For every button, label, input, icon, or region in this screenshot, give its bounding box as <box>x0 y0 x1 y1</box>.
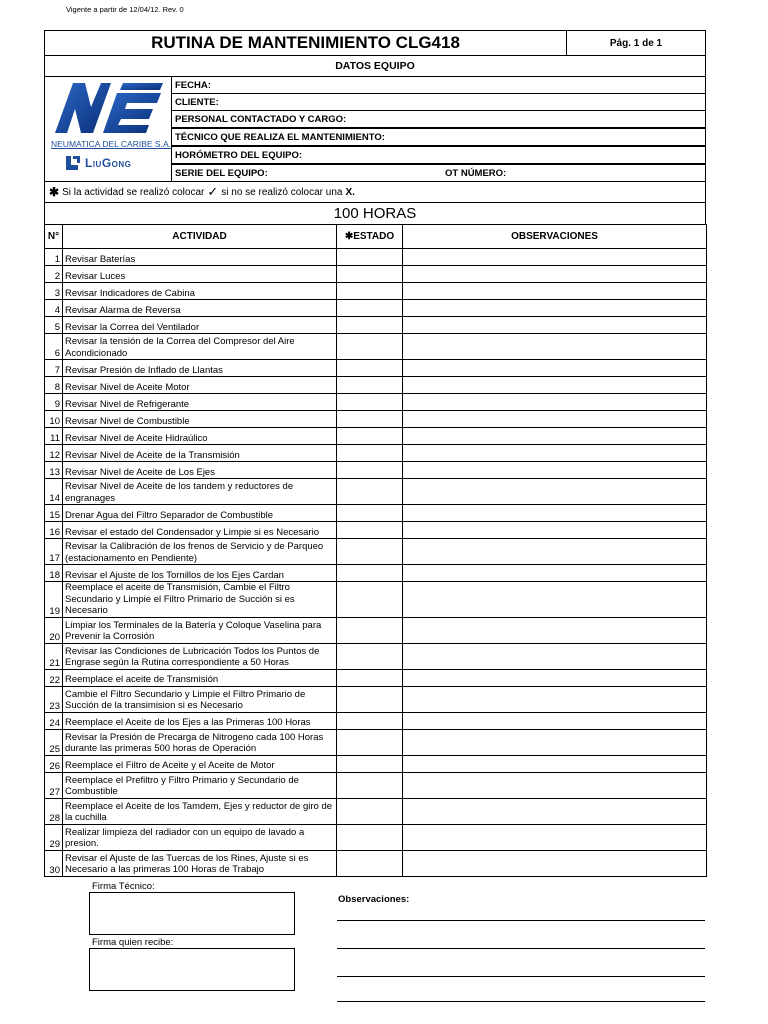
row-number: 30 <box>45 850 63 876</box>
table-row <box>45 712 707 729</box>
estado-cell[interactable] <box>337 686 403 712</box>
activity-cell: Revisar Nivel de Refrigerante <box>63 394 337 411</box>
col-estado: ✱ESTADO <box>337 225 403 249</box>
activity-cell: Revisar el Ajuste de los Tornillos de los Ejes Cardan <box>63 565 337 582</box>
row-number: 2 <box>45 266 63 283</box>
activity-cell: Reemplace el Aceite de los Ejes a las Primeras 100 Horas <box>63 712 337 729</box>
activity-cell: Reemplace el Filtro de Aceite y el Aceite de Motor <box>63 755 337 772</box>
table-row <box>45 360 707 377</box>
observaciones-cell[interactable] <box>403 377 707 394</box>
row-number: 18 <box>45 565 63 582</box>
activity-cell: Revisar Luces <box>63 266 337 283</box>
observaciones-cell[interactable] <box>403 798 707 824</box>
observaciones-cell[interactable] <box>403 686 707 712</box>
observaciones-cell[interactable] <box>403 712 707 729</box>
field-ot: OT NÚMERO: <box>445 167 507 179</box>
table-row <box>45 755 707 772</box>
firma-recibe-box[interactable] <box>89 948 295 991</box>
row-number: 25 <box>45 729 63 755</box>
activities-table <box>44 224 707 877</box>
table-row <box>45 479 707 505</box>
check-icon: ✓ <box>207 184 219 199</box>
row-number: 15 <box>45 505 63 522</box>
table-row <box>45 643 707 669</box>
activity-cell: Revisar el Ajuste de las Tuercas de los Rines, Ajuste si es Necesario a las primeras 100 Horas de Trabajo <box>63 850 337 876</box>
activity-cell: Revisar Nivel de Combustible <box>63 411 337 428</box>
company-name: NEUMATICA DEL CARIBE S.A. <box>51 139 171 149</box>
activity-cell: Revisar la Presión de Precarga de Nitrogeno cada 100 Horas durante las primeras 500 horas de Operación <box>63 729 337 755</box>
row-number: 7 <box>45 360 63 377</box>
table-row <box>45 539 707 565</box>
row-number: 8 <box>45 377 63 394</box>
observaciones-cell[interactable] <box>403 360 707 377</box>
activity-cell: Drenar Agua del Filtro Separador de Combustible <box>63 505 337 522</box>
table-row <box>45 798 707 824</box>
estado-cell[interactable] <box>337 755 403 772</box>
row-number: 10 <box>45 411 63 428</box>
table-row <box>45 729 707 755</box>
estado-cell[interactable] <box>337 377 403 394</box>
table-row <box>45 411 707 428</box>
vigente-note: Vigente a partir de 12/04/12. Rev. 0 <box>66 5 184 14</box>
estado-cell[interactable] <box>337 617 403 643</box>
observaciones-line[interactable] <box>337 976 705 977</box>
table-row <box>45 394 707 411</box>
table-row <box>45 824 707 850</box>
activity-cell: Revisar la tensión de la Correa del Compresor del Aire Acondicionado <box>63 334 337 360</box>
observaciones-cell[interactable] <box>403 266 707 283</box>
row-number: 23 <box>45 686 63 712</box>
field-cliente[interactable]: CLIENTE: <box>171 93 706 111</box>
row-number: 26 <box>45 755 63 772</box>
observaciones-cell[interactable] <box>403 249 707 266</box>
firma-recibe-label: Firma quien recibe: <box>92 937 174 948</box>
row-number: 14 <box>45 479 63 505</box>
observaciones-cell[interactable] <box>403 539 707 565</box>
observaciones-line[interactable] <box>337 948 705 949</box>
observaciones-cell[interactable] <box>403 850 707 876</box>
table-row <box>45 462 707 479</box>
activity-cell: Revisar Nivel de Aceite de los tandem y reductores de engranages <box>63 479 337 505</box>
estado-cell[interactable] <box>337 712 403 729</box>
estado-cell[interactable] <box>337 798 403 824</box>
row-number: 11 <box>45 428 63 445</box>
estado-cell[interactable] <box>337 669 403 686</box>
observaciones-cell[interactable] <box>403 300 707 317</box>
activity-cell: Realizar limpieza del radiador con un equipo de lavado a presion. <box>63 824 337 850</box>
section-title: DATOS EQUIPO <box>44 55 706 77</box>
activity-cell: Revisar Indicadores de Cabina <box>63 283 337 300</box>
observaciones-cell[interactable] <box>403 669 707 686</box>
observaciones-cell[interactable] <box>403 394 707 411</box>
estado-cell[interactable] <box>337 565 403 582</box>
page-title: RUTINA DE MANTENIMIENTO CLG418 <box>44 30 567 56</box>
estado-cell[interactable] <box>337 445 403 462</box>
estado-cell[interactable] <box>337 360 403 377</box>
estado-cell[interactable] <box>337 479 403 505</box>
firma-tecnico-label: Firma Técnico: <box>92 881 155 892</box>
field-personal[interactable]: PERSONAL CONTACTADO Y CARGO: <box>171 110 706 128</box>
row-number: 9 <box>45 394 63 411</box>
table-row <box>45 428 707 445</box>
table-row <box>45 249 707 266</box>
row-number: 27 <box>45 772 63 798</box>
estado-cell[interactable] <box>337 729 403 755</box>
activity-cell: Cambie el Filtro Secundario y Limpie el Filtro Primario de Succión de la transimision si es Necesario <box>63 686 337 712</box>
page-number: Pág. 1 de 1 <box>566 30 706 56</box>
col-actividad: ACTIVIDAD <box>63 225 337 249</box>
estado-cell[interactable] <box>337 772 403 798</box>
table-row <box>45 582 707 618</box>
col-num: N° <box>45 225 63 249</box>
observaciones-cell[interactable] <box>403 411 707 428</box>
table-row <box>45 377 707 394</box>
table-row <box>45 617 707 643</box>
observaciones-cell[interactable] <box>403 428 707 445</box>
col-observaciones: OBSERVACIONES <box>403 225 707 249</box>
activity-cell: Revisar Nivel de Aceite de la Transmisión <box>63 445 337 462</box>
estado-cell[interactable] <box>337 317 403 334</box>
activity-cell: Revisar la Calibración de los frenos de Servicio y de Parqueo (estacionamento en Pendiente) <box>63 539 337 565</box>
estado-cell[interactable] <box>337 824 403 850</box>
field-serie[interactable]: SERIE DEL EQUIPO: OT NÚMERO: <box>171 164 706 182</box>
estado-cell[interactable] <box>337 462 403 479</box>
observaciones-cell[interactable] <box>403 729 707 755</box>
activity-cell: Revisar Nivel de Aceite Hidraúlico <box>63 428 337 445</box>
observaciones-cell[interactable] <box>403 334 707 360</box>
field-fecha[interactable]: FECHA: <box>171 76 706 94</box>
row-number: 3 <box>45 283 63 300</box>
table-row <box>45 445 707 462</box>
observaciones-cell[interactable] <box>403 565 707 582</box>
row-number: 5 <box>45 317 63 334</box>
row-number: 12 <box>45 445 63 462</box>
observaciones-cell[interactable] <box>403 522 707 539</box>
table-row <box>45 334 707 360</box>
asterisk-icon: ✱ <box>49 185 60 199</box>
table-row <box>45 565 707 582</box>
instructions-x: X. <box>345 186 355 198</box>
observaciones-cell[interactable] <box>403 505 707 522</box>
row-number: 17 <box>45 539 63 565</box>
activity-cell: Revisar el estado del Condensador y Limpie si es Necesario <box>63 522 337 539</box>
table-row <box>45 317 707 334</box>
activity-cell: Revisar Alarma de Reversa <box>63 300 337 317</box>
estado-cell[interactable] <box>337 266 403 283</box>
estado-cell[interactable] <box>337 334 403 360</box>
row-number: 4 <box>45 300 63 317</box>
observaciones-cell[interactable] <box>403 479 707 505</box>
observaciones-cell[interactable] <box>403 643 707 669</box>
estado-cell[interactable] <box>337 505 403 522</box>
estado-cell[interactable] <box>337 539 403 565</box>
activity-cell: Revisar Baterías <box>63 249 337 266</box>
row-number: 6 <box>45 334 63 360</box>
observaciones-cell[interactable] <box>403 445 707 462</box>
table-row <box>45 669 707 686</box>
table-row <box>45 283 707 300</box>
interval-title: 100 HORAS <box>44 202 706 225</box>
observaciones-cell[interactable] <box>403 317 707 334</box>
liugong-logo <box>65 155 131 171</box>
activity-cell: Reemplace el aceite de Transmisión, Cambie el Filtro Secundario y Limpie el Filtro Primario de Succión si es Necesario <box>63 582 337 618</box>
table-row <box>45 505 707 522</box>
activity-cell: Revisar la Correa del Ventilador <box>63 317 337 334</box>
row-number: 28 <box>45 798 63 824</box>
row-number: 21 <box>45 643 63 669</box>
row-number: 22 <box>45 669 63 686</box>
estado-cell[interactable] <box>337 582 403 618</box>
activity-cell: Revisar Nivel de Aceite de Los Ejes <box>63 462 337 479</box>
instructions-part2: si no se realizó colocar una <box>221 186 343 198</box>
estado-cell[interactable] <box>337 283 403 300</box>
row-number: 20 <box>45 617 63 643</box>
estado-cell[interactable] <box>337 850 403 876</box>
estado-cell[interactable] <box>337 411 403 428</box>
activity-cell: Reemplace el Prefiltro y Filtro Primario y Secundario de Combustible <box>63 772 337 798</box>
row-number: 13 <box>45 462 63 479</box>
estado-cell[interactable] <box>337 522 403 539</box>
table-row <box>45 686 707 712</box>
activity-cell: Revisar las Condiciones de Lubricación Todos los Puntos de Engrase según la Rutina correspondiente a 50 Horas <box>63 643 337 669</box>
instructions-row <box>44 181 706 203</box>
field-horometro[interactable]: HORÓMETRO DEL EQUIPO: <box>171 146 706 164</box>
activity-cell: Revisar Presión de Inflado de Llantas <box>63 360 337 377</box>
table-row <box>45 266 707 283</box>
observaciones-line[interactable] <box>337 920 705 921</box>
observaciones-line[interactable] <box>337 1001 705 1002</box>
row-number: 19 <box>45 582 63 618</box>
observaciones-cell[interactable] <box>403 283 707 300</box>
row-number: 1 <box>45 249 63 266</box>
observaciones-cell[interactable] <box>403 824 707 850</box>
table-row <box>45 300 707 317</box>
activity-cell: Revisar Nivel de Aceite Motor <box>63 377 337 394</box>
asterisk-icon: ✱ <box>344 231 354 242</box>
activity-cell: Reemplace el aceite de Transmisión <box>63 669 337 686</box>
estado-cell[interactable] <box>337 394 403 411</box>
table-row <box>45 772 707 798</box>
activity-cell: Reemplace el Aceite de los Tamdem, Ejes y reductor de giro de la cuchilla <box>63 798 337 824</box>
estado-cell[interactable] <box>337 249 403 266</box>
company-logo <box>44 76 172 182</box>
row-number: 29 <box>45 824 63 850</box>
row-number: 24 <box>45 712 63 729</box>
instructions-part1: Si la actividad se realizó colocar <box>62 186 205 198</box>
firma-tecnico-box[interactable] <box>89 892 295 935</box>
observaciones-cell[interactable] <box>403 772 707 798</box>
liugong-icon <box>65 155 81 171</box>
field-tecnico[interactable]: TÉCNICO QUE REALIZA EL MANTENIMIENTO: <box>171 128 706 146</box>
estado-cell[interactable] <box>337 300 403 317</box>
observaciones-cell[interactable] <box>403 582 707 618</box>
estado-cell[interactable] <box>337 643 403 669</box>
observaciones-cell[interactable] <box>403 755 707 772</box>
row-number: 16 <box>45 522 63 539</box>
liugong-brand: LiuGong <box>85 156 132 170</box>
table-row <box>45 522 707 539</box>
table-row <box>45 850 707 876</box>
observaciones-label: Observaciones: <box>338 894 410 905</box>
activity-cell: Limpiar los Terminales de la Batería y Coloque Vaselina para Prevenir la Corrosión <box>63 617 337 643</box>
estado-cell[interactable] <box>337 428 403 445</box>
observaciones-cell[interactable] <box>403 462 707 479</box>
observaciones-cell[interactable] <box>403 617 707 643</box>
